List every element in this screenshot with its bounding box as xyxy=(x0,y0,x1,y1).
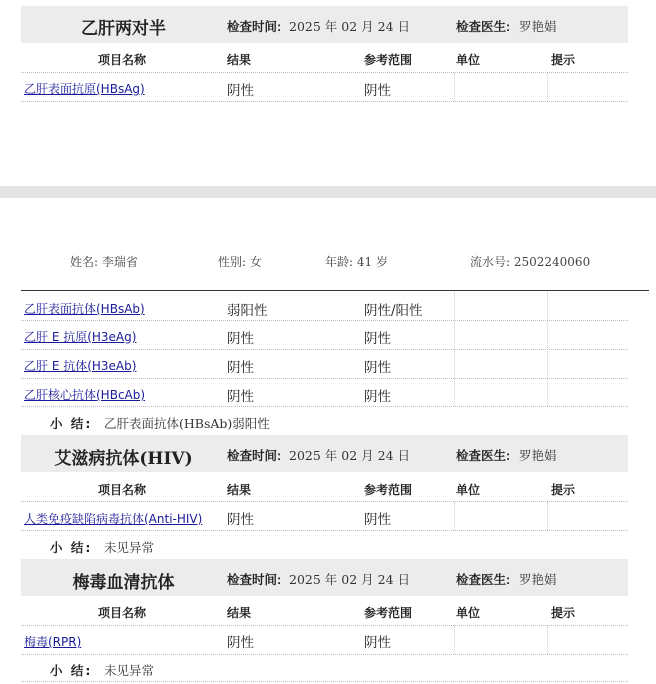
result-hbcab: 阴性 xyxy=(227,389,254,405)
syphilis-time-label: 检查时间: xyxy=(227,573,282,587)
patient-name: 姓名: 李瑞省 xyxy=(70,255,138,269)
divider xyxy=(21,654,628,655)
divider xyxy=(21,349,628,350)
test-link-anti-hiv[interactable]: 人类免疫缺陷病毒抗体(Anti-HIV) xyxy=(24,512,203,526)
hepb-summary-label: 小 结: xyxy=(50,416,93,431)
hiv-summary-label: 小 结: xyxy=(50,540,93,555)
syphilis-summary-value: 未见异常 xyxy=(104,663,155,678)
hepb-doctor-value: 罗艳娟 xyxy=(519,19,557,34)
range-hbcab: 阴性 xyxy=(364,389,391,405)
hepb-time-value: 2025 年 02 月 24 日 xyxy=(289,19,410,34)
col-hint: 提示 xyxy=(551,606,576,620)
col-range: 参考范围 xyxy=(364,483,413,497)
divider xyxy=(21,101,628,102)
divider xyxy=(21,378,628,379)
range-anti-hiv: 阴性 xyxy=(364,512,391,528)
page-break xyxy=(0,186,656,198)
hepb-doctor-label: 检查医生: xyxy=(456,20,511,34)
result-hbeag: 阴性 xyxy=(227,331,254,347)
col-item-name: 项目名称 xyxy=(98,483,147,497)
divider xyxy=(547,502,548,530)
syphilis-title: 梅毒血清抗体 xyxy=(72,573,175,593)
col-result: 结果 xyxy=(227,53,252,67)
hepb-summary-value: 乙肝表面抗体(HBsAb)弱阳性 xyxy=(104,416,270,431)
header-rule xyxy=(21,290,649,291)
test-link-hbeag[interactable]: 乙肝 E 抗原(H3eAg) xyxy=(24,330,137,344)
test-link-hbsag[interactable]: 乙肝表面抗原(HBsAg) xyxy=(24,82,145,96)
divider xyxy=(454,626,455,654)
divider xyxy=(21,625,628,626)
col-unit: 单位 xyxy=(456,53,481,67)
col-item-name: 项目名称 xyxy=(98,606,147,620)
hepb-title: 乙肝两对半 xyxy=(81,19,166,39)
syphilis-summary-label: 小 结: xyxy=(50,663,93,678)
col-item-name: 项目名称 xyxy=(98,53,147,67)
col-hint: 提示 xyxy=(551,483,576,497)
range-hbeab: 阴性 xyxy=(364,360,391,376)
divider xyxy=(547,292,548,406)
test-link-hbcab[interactable]: 乙肝核心抗体(HBcAb) xyxy=(24,388,146,402)
test-link-hbeab[interactable]: 乙肝 E 抗体(H3eAb) xyxy=(24,359,137,373)
result-anti-hiv: 阴性 xyxy=(227,512,254,528)
divider xyxy=(547,73,548,101)
col-result: 结果 xyxy=(227,606,252,620)
divider xyxy=(21,530,628,531)
result-hbsag: 阴性 xyxy=(227,83,254,99)
result-hbsab: 弱阳性 xyxy=(227,303,268,319)
syphilis-time-value: 2025 年 02 月 24 日 xyxy=(289,572,410,587)
patient-serial: 流水号: 2502240060 xyxy=(470,255,591,269)
patient-age: 年龄: 41 岁 xyxy=(325,255,388,269)
syphilis-doctor-label: 检查医生: xyxy=(456,573,511,587)
hiv-time-label: 检查时间: xyxy=(227,449,282,463)
divider xyxy=(21,72,628,73)
col-unit: 单位 xyxy=(456,483,481,497)
hepb-time-label: 检查时间: xyxy=(227,20,282,34)
hiv-time-value: 2025 年 02 月 24 日 xyxy=(289,448,410,463)
result-rpr: 阴性 xyxy=(227,635,254,651)
col-result: 结果 xyxy=(227,483,252,497)
range-hbeag: 阴性 xyxy=(364,331,391,347)
divider xyxy=(454,292,455,406)
test-link-rpr[interactable]: 梅毒(RPR) xyxy=(24,635,82,649)
col-hint: 提示 xyxy=(551,53,576,67)
col-range: 参考范围 xyxy=(364,53,413,67)
divider xyxy=(21,501,628,502)
syphilis-doctor-value: 罗艳娟 xyxy=(519,572,557,587)
hiv-summary-value: 未见异常 xyxy=(104,540,155,555)
divider xyxy=(21,406,628,407)
range-hbsab: 阴性/阳性 xyxy=(364,303,423,319)
hiv-doctor-label: 检查医生: xyxy=(456,449,511,463)
col-range: 参考范围 xyxy=(364,606,413,620)
patient-gender: 性别: 女 xyxy=(218,255,262,269)
divider xyxy=(21,320,628,321)
hiv-doctor-value: 罗艳娟 xyxy=(519,448,557,463)
divider xyxy=(454,502,455,530)
range-rpr: 阴性 xyxy=(364,635,391,651)
divider xyxy=(547,626,548,654)
result-hbeab: 阴性 xyxy=(227,360,254,376)
test-link-hbsab[interactable]: 乙肝表面抗体(HBsAb) xyxy=(24,302,145,316)
col-unit: 单位 xyxy=(456,606,481,620)
hiv-title: 艾滋病抗体(HIV) xyxy=(54,449,193,469)
divider xyxy=(21,681,628,682)
divider xyxy=(454,73,455,101)
range-hbsag: 阴性 xyxy=(364,83,391,99)
